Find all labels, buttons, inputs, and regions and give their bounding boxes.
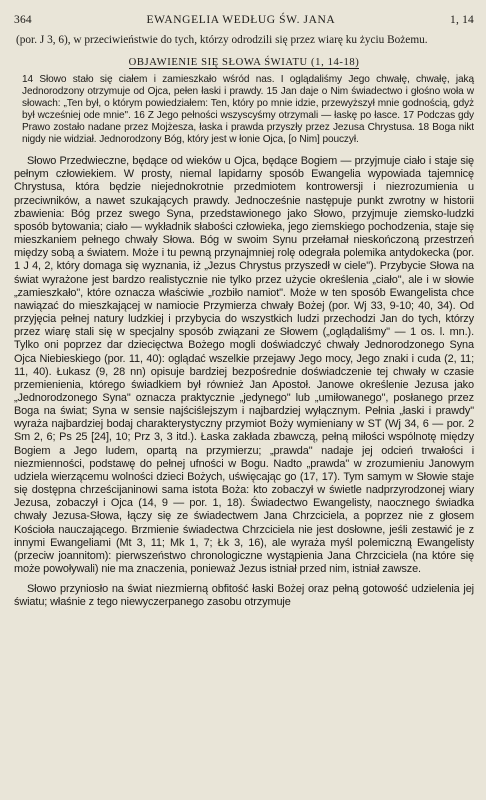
- running-header: [14, 14, 474, 26]
- section-heading-text: OBJAWIENIE SIĘ SŁOWA ŚWIATU (1, 14-18): [128, 56, 360, 68]
- book-title: EWANGELIA WEDŁUG ŚW. JANA: [146, 14, 336, 26]
- page-number: 364: [14, 14, 32, 26]
- scripture-pericope: 14 Słowo stało się ciałem i zamieszkało wśród nas. I oglądaliśmy Jego chwałę, chwałę, jaką Jednorodzony otrzymuje od Ojca, pełen łaski i prawdy. 15 Jan daje o Nim świadectwo i głośno woła w słowach: „Ten był, o którym powiedziałem: Ten, który po mnie idzie, przewyższył mnie godnością, gdyż był wcześniej ode mnie". 16 Z Jego pełności wszyscyśmy otrzymali — łaskę po łasce. 17 Podczas gdy Prawo zostało nadane przez Mojżesza, łaska i prawda przyszły przez Jezusa Chrystusa. 18 Boga nikt nigdy nie widział. Jednorodzony Bóg, który jest w łonie Ojca, [o Nim] pouczył.: [22, 73, 474, 146]
- commentary-paragraph: Słowo Przedwieczne, będące od wieków u Ojca, będące Bogiem — przyjmuje ciało i staje się pełnym człowiekiem. W prosty, niemal lapidarny sposób Ewangelia wypowiada tajemnicę Chrystusa, która będzie niejednokrotnie przedmiotem kontrowersji i niezrozumienia u przeciwników, a nawet szukających prawdy. Jednocześnie następuje punkt zwrotny w historii zbawienia: Bóg przez swego Syna, przedstawionego jako Słowo, przyjmuje ziemsko-ludzki sposób bytowania; ciało — wykładnik słabości człowieka, jego ziemskiego pochodzenia, staje się mieszkaniem pełnego chwały Słowa. Bóg w swoim Synu przełamał nieskończoną przestrzeń między sobą a światem. Może i tu pewną przynajmniej rolę odegrała polemika antydokecka (por. 1 J 4, 2, który domaga się wyznania, iż „Jezus Chrystus przyszedł w ciele"). Przybycie Słowa na świat wyrażone jest bardzo realistycznie nie tylko przez użycie określenia „ciało", ale i w słowie „zamieszkało", które oznacza właściwie „rozbiło namiot". Może w ten sposób Ewangelista chce nawiązać do mieszkającej w namiocie Przymierza chwały Bożej (por. Wj 33, 9-10; 40, 34). Od przyjęcia pełnej natury ludzkiej i przybycia do wszystkich ludzi przechodzi Jan do tych, którzy przez wiarę stali się w specjalny sposób związani ze Słowem („oglądaliśmy" — 1 os. l. mn.). Tylko oni poprzez dar dziecięctwa Bożego mogli doświadczyć chwały Jednorodzonego Syna Ojca Niebieskiego (por. 11, 40): oglądać wszelkie przejawy Jego mocy, Jego znaki i cuda (2, 11; 11, 40). Łukasz (9, 28 nn) opisuje bardziej bezpośrednie doświadczenie tej chwały w czasie przemienienia, którego świadkiem był również Jan Apostoł. Janowe określenie Jezusa jako „Jednorodzonego Syna" oznacza praktycznie „jedynego" lub „umiłowanego", posłanego przez Boga na świat; Syna w sensie najściślejszym i najbardziej wyłącznym. Pełnia „łaski i prawdy" wyraża najbardziej bodaj charakterystyczny przymiot Boży wymieniany w ST (Wj 34, 6 — por. 2 Sm 2, 6; Ps 25 [24], 10; Prz 3, 3 itd.). Łaska zakłada zbawczą, pełną miłości wspólnotę między Bogiem a Jego ludem, opartą na przymierzu; „prawda" nadaje jej odcień trwałości i niezmienności, podstawę do pełnej ufności w Bogu. Nadto „prawda" w zrozumieniu Janowym udziela wierzącemu wolności dzieci Bożych, uświęcając go (17, 17). Tym samym w Słowie staje się dostępna chrześcijaninowi sama istota Boża: kto zobaczył w świetle nadprzyrodzonej wiary Jezusa, zobaczył i Ojca (14, 9 — por. 1, 18). Świadectwo Ewangelisty, naocznego świadka chwały Jezusa-Słowa, łączy się ze świadectwem Jana Chrzciciela, a poprzez nie z głosem Kościoła nauczającego. Brzmienie świadectwa Chrzciciela nie jest dosłowne, jeśli zestawić je z innymi Ewangeliami (Mt 3, 11; Mk 1, 7; Łk 3, 16), ale wyraża myśl polemiczną Ewangelisty (przeciw joannitom): pierwszeństwo chronologiczne wystąpienia Jana Chrzciciela (na które się może powoływali) nie ma znaczenia, ponieważ Jezus istniał przed nim, istniał zawsze.: [14, 155, 474, 575]
- section-heading: [14, 57, 474, 68]
- intro-paragraph: (por. J 3, 6), w przeciwieństwie do tych, którzy odrodzili się przez wiarę ku życiu Bożemu.: [16, 34, 428, 46]
- chapter-verse-ref: 1, 14: [450, 14, 474, 26]
- commentary-paragraph: Słowo przyniosło na świat niezmierną obfitość łaski Bożej oraz pełną gotowość udzielenia jej światu; właśnie z tego niewyczerpanego zasobu otrzymuje: [14, 583, 474, 609]
